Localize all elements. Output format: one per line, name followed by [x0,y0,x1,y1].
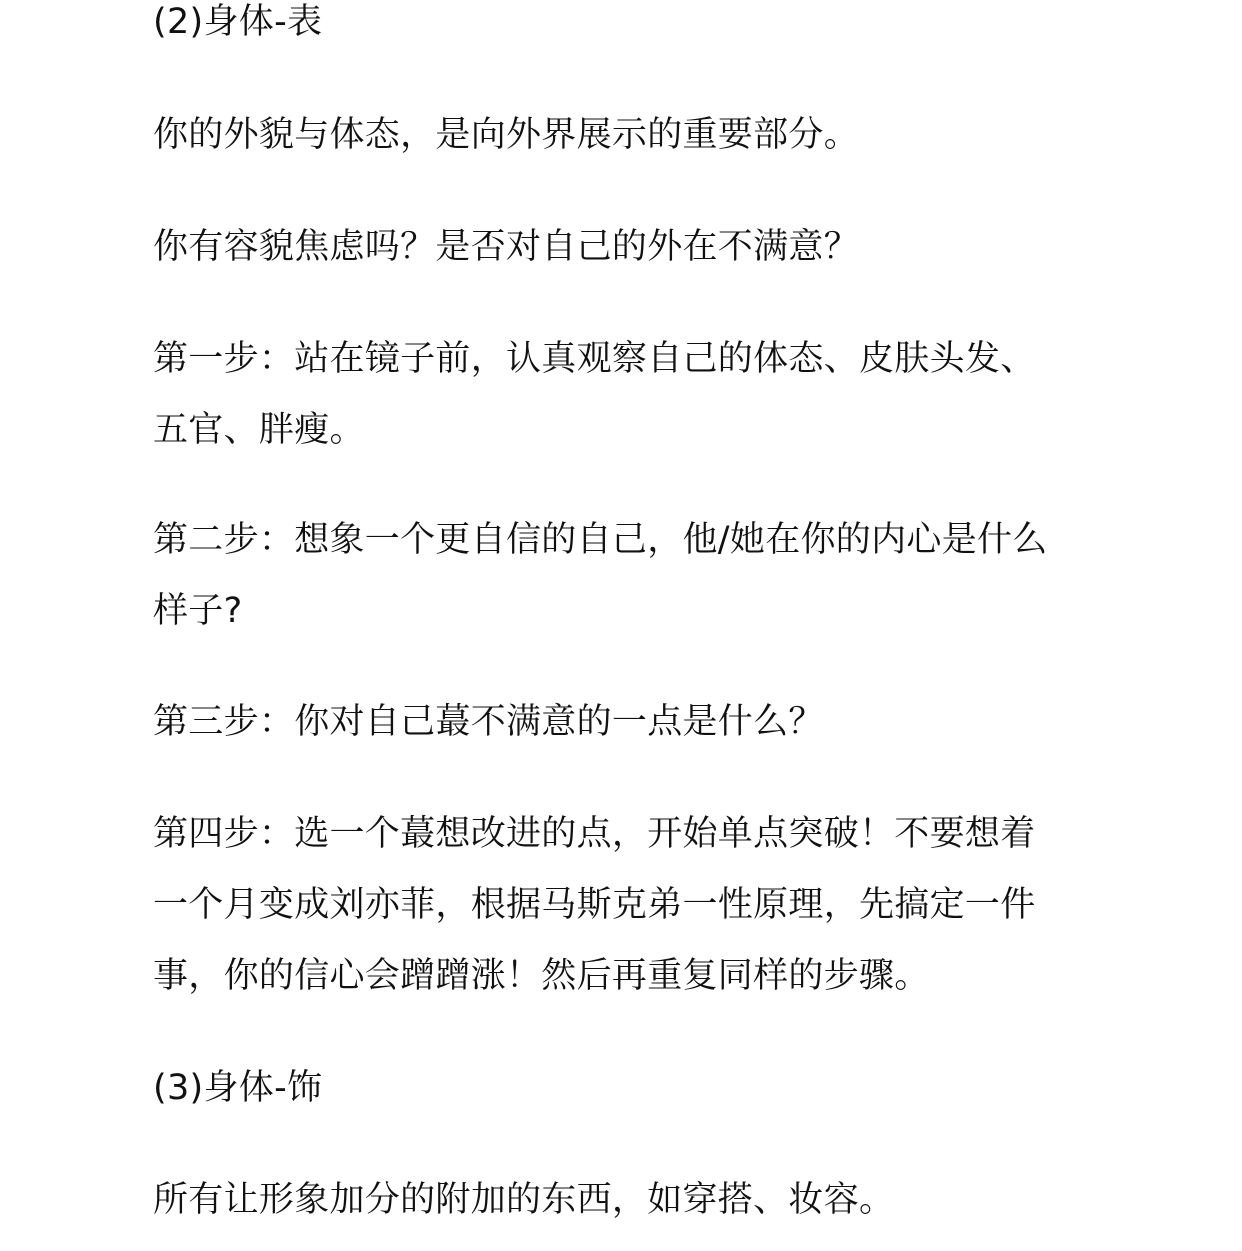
paragraph-intro: 你的外貌与体态，是向外界展示的重要部分。 [153,115,860,155]
section-heading-body-accessories: (3)身体-饰 [153,1068,323,1108]
step-four-line-1: 第四步：选一个蕞想改进的点，开始单点突破！不要想着 [153,814,1036,854]
paragraph-accessories: 所有让形象加分的附加的东西，如穿搭、妆容。 [153,1180,895,1220]
section-heading-body-appearance: (2)身体-表 [153,2,323,42]
paragraph-question: 你有容貌焦虑吗？是否对自己的外在不满意？ [153,227,860,267]
step-one-line-2: 五官、胖瘦。 [153,410,365,450]
step-two-line-1: 第二步：想象一个更自信的自己，他/她在你的内心是什么 [153,520,1048,560]
step-one-line-1: 第一步：站在镜子前，认真观察自己的体态、皮肤头发、 [153,339,1036,379]
step-four-line-2: 一个月变成刘亦菲，根据马斯克弟一性原理，先搞定一件 [153,885,1036,925]
step-two-line-2: 样子? [153,591,243,631]
step-four-line-3: 事，你的信心会蹭蹭涨！然后再重复同样的步骤。 [153,956,930,996]
step-three: 第三步：你对自己蕞不满意的一点是什么？ [153,702,824,742]
